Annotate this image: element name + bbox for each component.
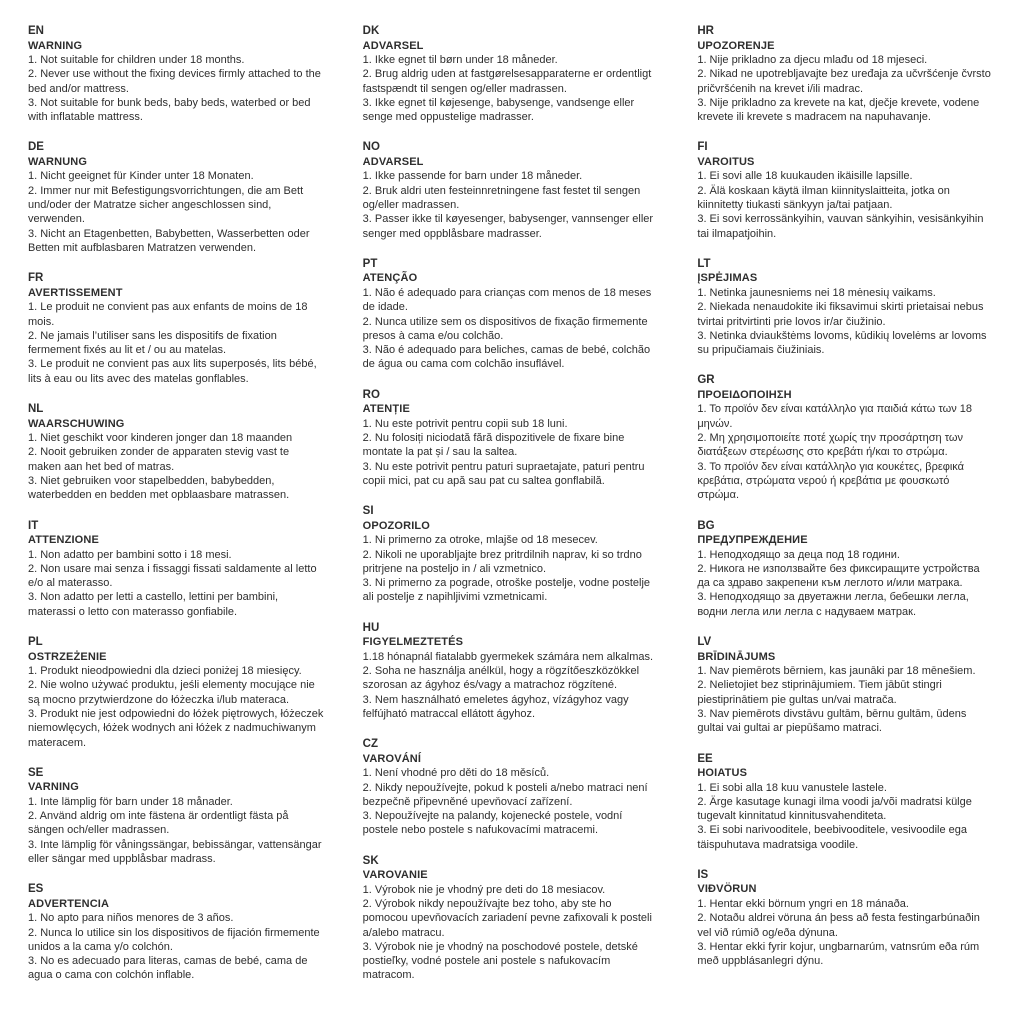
language-code: SE — [28, 766, 44, 779]
warning-section-en — [28, 24, 325, 124]
warning-heading: ATTENZIONE — [28, 534, 99, 547]
warning-section-es — [28, 882, 325, 982]
warning-line: 2. Nunca utilize sem os dispositivos de fixação firmemente presos à cama e/ou colchão. — [362, 315, 648, 342]
warning-heading: HOIATUS — [697, 767, 748, 779]
warning-heading: VAROITUS — [697, 155, 755, 168]
warning-section-se — [28, 766, 325, 866]
warning-section-sk — [363, 854, 660, 983]
warning-section-ee — [697, 752, 994, 852]
warning-line: 2. Nikdy nepoužívejte, pokud k posteli a/nebo matraci není bezpečně připevněné upevňovací zařízení. — [362, 781, 648, 808]
warning-line: 2. Bruk aldri uten festeinnretningene fast festet til sengen og/eller madrassen. — [362, 184, 641, 212]
language-code: HR — [697, 25, 714, 37]
warning-line: 1. Ikke egnet til børn under 18 måneder. — [362, 54, 558, 66]
warning-line: 3. Ikke egnet til køjesenge, babysenge, vandsenge eller senge med oppustelige madrasser. — [362, 96, 635, 124]
warning-section-pl — [28, 635, 325, 750]
warning-line: 1. Výrobok nie je vhodný pre deti do 18 mesiacov. — [362, 883, 606, 896]
language-code: PT — [362, 257, 378, 270]
warning-line: 3. Неподходящо за двуетажни легла, бебешки легла, водни легла или легла с надуваем матрак. — [697, 591, 969, 618]
warning-heading: ΠΡΟΕΙΔΟΠΟΙΗΣΗ — [697, 388, 792, 401]
warning-line: 1. Ni primerno za otroke, mlajše od 18 mesecev. — [362, 534, 598, 547]
warning-heading: WAARSCHUWING — [28, 417, 125, 430]
warning-line: 1. Nicht geeignet für Kinder unter 18 Monaten. — [28, 170, 254, 183]
warning-line: 3. Nije prikladno za krevete na kat, dječje krevete, vodene krevete ili krevete s madracem na napuhavanje. — [697, 96, 980, 124]
warning-section-is — [697, 868, 994, 968]
warning-line: 2. Älä koskaan käytä ilman kiinnityslaitteita, jotka on kiinnitetty tiukasti sänkyyn ja/tai patjaan. — [697, 184, 950, 212]
warning-line: 3. Le produit ne convient pas aux lits superposés, lits bébé, lits à eau ou lits avec des matelas gonflables. — [28, 358, 317, 385]
warning-line: 3. Nu este potrivit pentru paturi supraetajate, paturi pentru copii mici, pat cu apă sau pat cu saltea gonflabilă. — [362, 460, 645, 487]
warning-line: 1. Inte lämplig för barn under 18 månader. — [28, 795, 233, 808]
warning-line: 1. Ikke passende for barn under 18 måneder. — [362, 170, 583, 183]
warning-line: 3. Não é adequado para beliches, camas de bebé, colchão de água ou cama com colchão insuflável. — [362, 344, 651, 371]
warning-line: 3. Ei sobi narivooditele, beebivooditele, vesivoodile ega täispuhutava madratsiga voodile. — [697, 824, 968, 851]
warning-line: 1. Ei sovi alle 18 kuukauden ikäisille lapsille. — [697, 170, 913, 183]
warning-line: 1.18 hónapnál fiatalabb gyermekek számára nem alkalmas. — [362, 650, 654, 663]
warning-heading: ADVERTENCIA — [28, 897, 110, 910]
warning-section-pt — [363, 257, 660, 372]
language-code: CZ — [362, 738, 378, 751]
warning-section-lv — [697, 635, 994, 735]
warning-heading: ADVARSEL — [362, 39, 424, 52]
warning-line: 1. Ei sobi alla 18 kuu vanustele lastele. — [697, 781, 887, 794]
language-code: LV — [697, 636, 712, 649]
warning-line: 3. Netinka dviaukštėms lovoms, kūdikių lovelėms ar lovoms su pripučiamais čiužiniais. — [697, 329, 987, 357]
warning-line: 1. Não é adequado para crianças com menos de 18 meses de idade. — [362, 286, 652, 314]
warning-line: 1. Неподходящо за деца под 18 години. — [697, 548, 900, 561]
language-code: HU — [362, 621, 380, 634]
language-code: GR — [697, 374, 715, 387]
warning-line: 2. Nikoli ne uporabljajte brez pritrdilnih naprav, ki so trdno pritrjene na posteljo in / ali vzmetnico. — [362, 548, 642, 575]
language-code: DE — [28, 141, 44, 154]
language-code: FR — [28, 272, 44, 285]
warning-line: 2. Använd aldrig om inte fästena är ordentligt fästa på sängen och/eller madrassen. — [28, 810, 289, 837]
warning-line: 2. Никога не използвайте без фиксиращите устройства да са здраво закрепени към леглото и/или матрака. — [697, 562, 980, 590]
language-code: EN — [28, 25, 44, 37]
language-code: LT — [697, 257, 711, 270]
warning-heading: ПРЕДУПРЕЖДЕНИЕ — [697, 534, 808, 547]
warning-section-de — [28, 140, 325, 255]
warning-line: 2. Μη χρησιμοποιείτε ποτέ χωρίς την προσάρτηση των διατάξεων στερέωσης στο κρεβάτι ή/και το στρώμα. — [697, 432, 963, 459]
warning-heading: OPOZORILO — [362, 519, 431, 532]
warning-heading: AVERTISSEMENT — [28, 286, 123, 299]
warning-line: 2. Ärge kasutage kunagi ilma voodi ja/või madratsi külge tugevalt kinnitatud kinnitusvahenditeta. — [697, 795, 972, 823]
warning-line: 1. Netinka jaunesniems nei 18 mėnesių vaikams. — [697, 286, 936, 299]
warning-line: 3. Ni primerno za pograde, otroške postelje, vodne postelje ali postelje z napihljivimi vzmetnicami. — [362, 577, 651, 604]
warning-line: 2. Soha ne használja anélkül, hogy a rögzítőeszközökkel szorosan az ágyhoz és/vagy a matrachoz rögzítené. — [362, 665, 640, 692]
warning-section-dk — [363, 24, 660, 124]
warning-section-lt — [697, 257, 994, 357]
warning-heading: BRĪDINĀJUMS — [697, 650, 776, 663]
warning-line: 1. Produkt nieodpowiedni dla dzieci poniżej 18 miesięcy. — [28, 665, 302, 678]
warning-line: 1. Nije prikladno za djecu mlađu od 18 mjeseci. — [697, 54, 928, 66]
warning-heading: ADVARSEL — [362, 155, 424, 168]
language-code: NO — [362, 141, 380, 154]
warning-column-3 — [697, 24, 994, 1004]
warning-section-gr — [697, 373, 994, 502]
language-code: IS — [697, 868, 709, 881]
language-code: EE — [697, 752, 713, 765]
warning-section-nl — [28, 402, 325, 502]
language-code: BG — [697, 519, 715, 532]
warning-heading: ATENÇÃO — [362, 272, 418, 285]
warning-heading: ATENȚIE — [362, 403, 410, 416]
warning-line: 3. Inte lämplig för våningssängar, bebissängar, vattensängar eller sängar med uppblåsbar madrass. — [28, 838, 322, 865]
warning-line: 3. Not suitable for bunk beds, baby beds, waterbed or bed with inflatable mattress. — [28, 96, 311, 124]
warning-heading: VAROVÁNÍ — [362, 752, 422, 765]
warning-line: 3. Nem használható emeletes ágyhoz, vízágyhoz vagy felfújható matraccal ellátott ágyhoz. — [362, 693, 629, 720]
warning-line: 1. Niet geschikt voor kinderen jonger dan 18 maanden — [28, 432, 293, 445]
warning-section-cz — [363, 737, 660, 837]
warning-section-hr — [697, 24, 994, 124]
warning-line: 2. Výrobok nikdy nepoužívajte bez toho, aby ste ho pomocou upevňovacích zariadení pevne zafixovali k posteli a/alebo matracu. — [362, 897, 652, 939]
warning-heading: WARNING — [28, 39, 83, 52]
warning-heading: VAROVANIE — [362, 869, 428, 882]
warning-line: 3. Nav piemērots divstāvu gultām, bērnu gultām, ūdens gultai vai gultai ar piepūšamo matraci. — [697, 707, 967, 735]
language-code: PL — [28, 636, 43, 649]
warning-line: 1. No apto para niños menores de 3 años. — [28, 912, 234, 925]
warning-line: 2. Nikad ne upotrebljavajte bez uređaja za učvršćenje čvrsto pričvršćenih na krevet i/ili madrac. — [697, 68, 991, 95]
warning-line: 3. Ei sovi kerrossänkyihin, vauvan sänkyihin, vesisänkyihin tai ilmapatjoihin. — [697, 213, 984, 240]
warning-line: 2. Never use without the fixing devices firmly attached to the bed and/or mattress. — [28, 68, 321, 95]
language-code: FI — [697, 141, 708, 154]
warning-heading: VIÐVÖRUN — [697, 883, 757, 896]
warning-section-fr — [28, 271, 325, 386]
warning-line: 3. Produkt nie jest odpowiedni do łóżek piętrowych, łóżeczek niemowlęcych, łóżek wodnych ani łóżek z nadmuchiwanym materacem. — [28, 707, 324, 749]
warning-line: 1. Nav piemērots bērniem, kas jaunāki par 18 mēnešiem. — [697, 665, 976, 678]
language-code: NL — [28, 403, 44, 416]
warning-section-hu — [363, 621, 660, 721]
warning-line: 1. Nu este potrivit pentru copii sub 18 luni. — [362, 417, 568, 430]
warning-line: 1. Not suitable for children under 18 months. — [28, 54, 245, 66]
warning-column-1 — [28, 24, 325, 1004]
warning-line: 2. Nie wolno używać produktu, jeśli elementy mocujące nie są mocno przytwierdzone do łóżeczka i/lub materaca. — [28, 679, 315, 706]
language-code: DK — [362, 25, 380, 37]
warning-line: 3. Το προϊόν δεν είναι κατάλληλο για κουκέτες, βρεφικά κρεβάτια, στρώματα νερού ή κρεβάτια με φουσκωτό στρώμα. — [697, 460, 965, 502]
warning-line: 1. Le produit ne convient pas aux enfants de moins de 18 mois. — [28, 301, 308, 328]
warning-line: 2. Nelietojiet bez stiprinājumiem. Tiem jābūt stingri piestiprinātiem pie gultas un/vai matrača. — [697, 679, 942, 706]
language-code: SI — [362, 505, 374, 518]
warning-line: 3. Niet gebruiken voor stapelbedden, babybedden, waterbedden en bedden met opblaasbare matrassen. — [28, 474, 290, 502]
warning-line: 1. Non adatto per bambini sotto i 18 mesi. — [28, 548, 232, 561]
warning-heading: UPOZORENJE — [697, 39, 775, 52]
warning-heading: FIGYELMEZTETÉS — [362, 636, 464, 649]
warning-section-bg — [697, 519, 994, 619]
warning-column-2 — [363, 24, 660, 1004]
warning-line: 2. Niekada nenaudokite iki fiksavimui skirti prietaisai nebus tvirtai pritvirtinti prie lovos ir/ar čiužinio. — [697, 301, 984, 328]
warning-line: 2. Ne jamais l’utiliser sans les dispositifs de fixation fermement fixés au lit et / ou au matelas. — [28, 329, 277, 357]
warning-heading: ĮSPĖJIMAS — [697, 272, 758, 285]
warning-line: 2. Notaðu aldrei vöruna án þess að festa festingarbúnaðin vel við rúmið og/eða dýnuna. — [697, 912, 980, 939]
warning-section-si — [363, 504, 660, 604]
warning-line: 2. Brug aldrig uden at fastgørelsesapparaterne er ordentligt fastspændt til sengen og/eller madrassen. — [362, 68, 652, 95]
warning-heading: OSTRZEŻENIE — [28, 650, 107, 663]
warning-heading: WARNUNG — [28, 155, 88, 168]
warning-line: 3. No es adecuado para literas, camas de bebé, cama de agua o cama con colchón inflable. — [28, 955, 308, 982]
warning-line: 3. Nepoužívejte na palandy, kojenecké postele, vodní postele nebo postele s nafukovacími matracemi. — [362, 810, 623, 837]
language-code: SK — [362, 854, 379, 867]
warning-line: 2. Nunca lo utilice sin los dispositivos de fijación firmemente unidos a la cama y/o colchón. — [28, 926, 320, 953]
warning-line: 3. Non adatto per letti a castello, lettini per bambini, materassi o letto con materasso gonfiabile. — [28, 591, 279, 618]
warning-section-it — [28, 519, 325, 619]
warning-heading: VARNING — [28, 781, 79, 794]
warning-section-no — [363, 140, 660, 240]
language-code: ES — [28, 883, 44, 896]
warning-line: 2. Nu folosiți niciodată fără dispozitivele de fixare bine montate la pat și / sau la saltea. — [362, 432, 625, 459]
warning-line: 3. Hentar ekki fyrir kojur, ungbarnarúm, vatnsrúm eða rúm með uppblásanlegri dýnu. — [697, 940, 980, 968]
warning-line: 2. Nooit gebruiken zonder de apparaten stevig vast te maken aan het bed of matras. — [28, 446, 290, 473]
warning-line: 3. Výrobok nie je vhodný na poschodové postele, detské postieľky, vodné postele ani postele s nafukovacím matracom. — [362, 940, 638, 982]
warning-line: 2. Non usare mai senza i fissaggi fissati saldamente al letto e/o al materasso. — [28, 562, 317, 590]
warning-line: 1. Hentar ekki börnum yngri en 18 mánaða. — [697, 897, 909, 910]
warning-line: 3. Passer ikke til køyesenger, babysenger, vannsenger eller senger med oppblåsbare madrasser. — [362, 213, 654, 240]
warning-section-fi — [697, 140, 994, 240]
warning-section-ro — [363, 388, 660, 488]
warning-line: 2. Immer nur mit Befestigungsvorrichtungen, die am Bett und/oder der Matratze sicher angeschlossen sind, verwenden. — [28, 184, 304, 226]
language-code: IT — [28, 519, 39, 532]
language-code: RO — [362, 388, 380, 401]
warning-line: 1. Το προϊόν δεν είναι κατάλληλο για παιδιά κάτω των 18 μηνών. — [697, 403, 973, 430]
warning-line: 1. Není vhodné pro děti do 18 měsíců. — [362, 767, 550, 780]
warning-line: 3. Nicht an Etagenbetten, Babybetten, Wasserbetten oder Betten mit aufblasbaren Matratzen verwenden. — [28, 227, 310, 254]
